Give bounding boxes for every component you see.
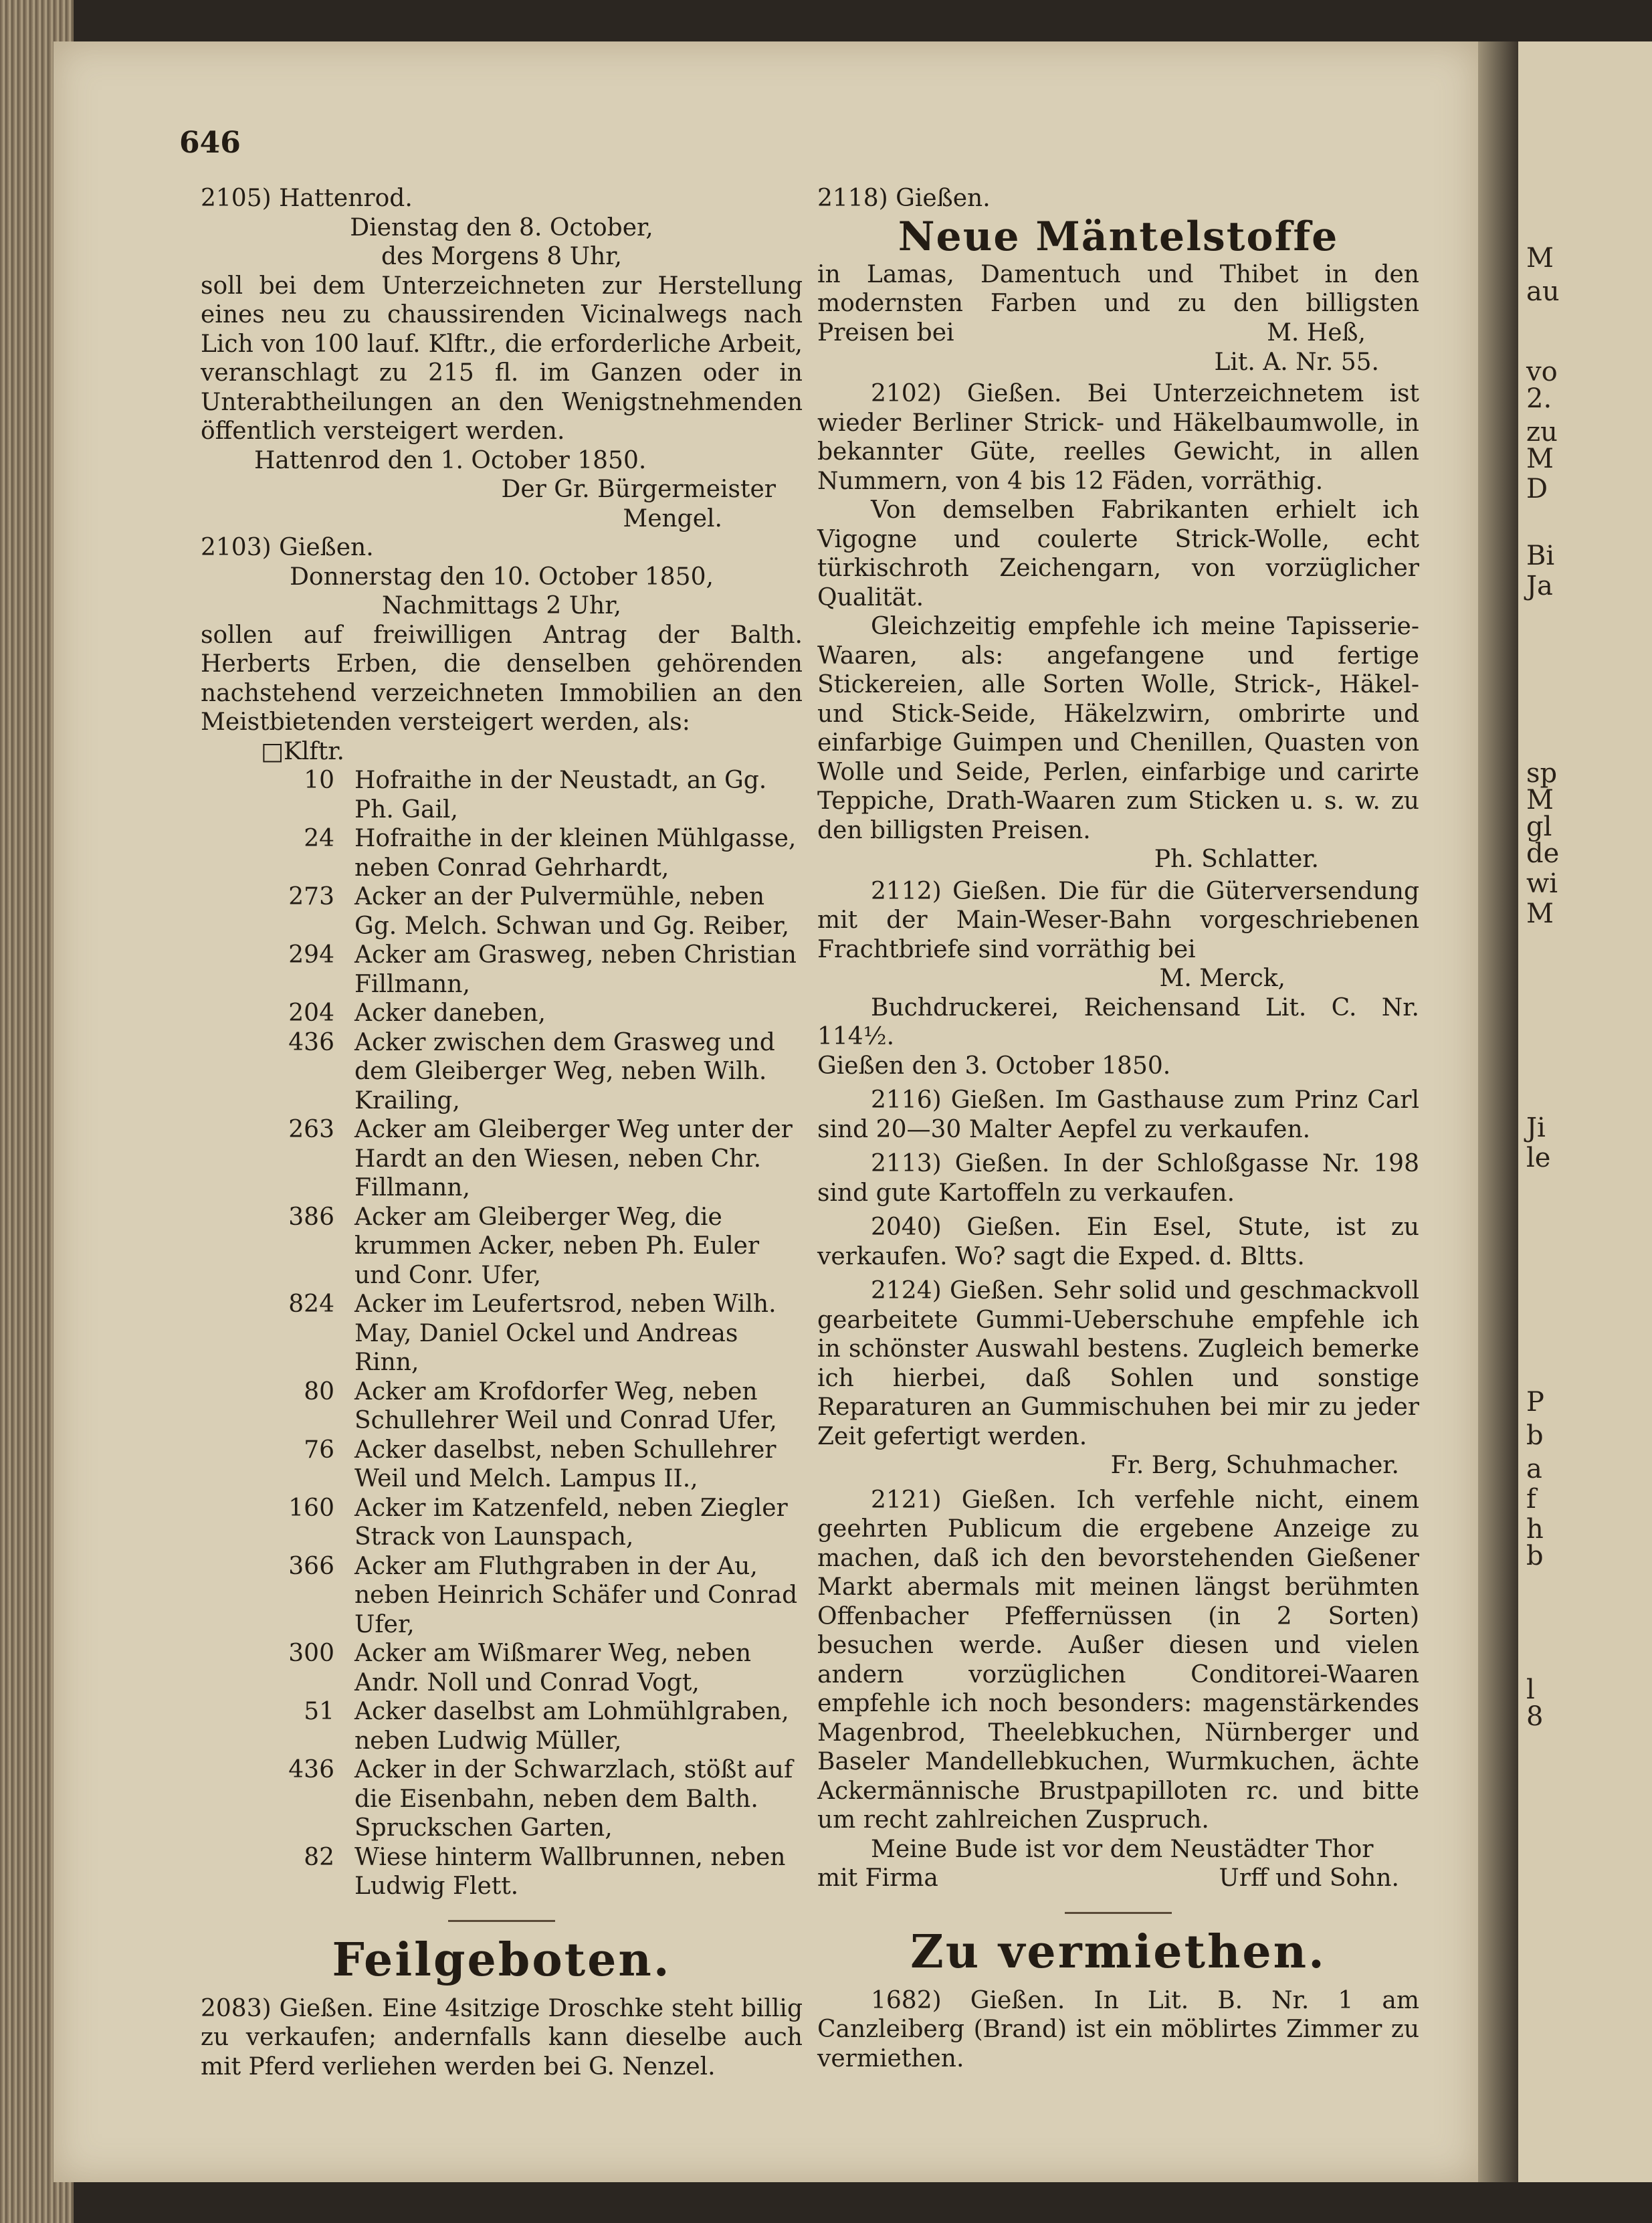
notice-address: Buchdruckerei, Reichensand Lit. C. Nr. 114½. [817, 993, 1419, 1050]
facing-page-text-fragment: au [1526, 276, 1560, 307]
property-list-item [201, 1494, 803, 1552]
right-column [817, 184, 1419, 2073]
notice-heading: 2103) Gießen. [201, 534, 374, 561]
property-area: 824 [288, 1290, 334, 1318]
property-list-item [201, 1436, 803, 1494]
notice-2124 [817, 1276, 1419, 1480]
notice-body: in Lamas, Damentuch und Thibet in den modernsten Farben und zu den billigsten Preisen bei [817, 260, 1419, 347]
notice-time-line: Nachmittags 2 Uhr, [382, 592, 621, 619]
facing-page-text-fragment: le [1526, 1143, 1551, 1173]
notice-body: 2112) Gießen. Die für die Güterversendung mit der Main-Weser-Bahn vorgeschriebenen Frachtbriefe sind vorräthig bei [817, 877, 1419, 963]
notice-paragraph: Von demselben Fabrikanten erhielt ich Vigogne und coulerte Strick-Wolle, echt türkischroth Zeichengarn, von vorzüglicher Qualität. [817, 496, 1419, 611]
property-area: 160 [288, 1494, 334, 1522]
property-list-item [201, 1377, 803, 1436]
notice-body: 2124) Gießen. Sehr solid und geschmackvoll gearbeitete Gummi-Ueberschuhe empfehle ich in schönster Auswahl bestens. Zugleich bemerke ich hierbei, daß Sohlen und sonstige Reparaturen an Gummischuhen bei mir zu jeder Zeit gefertigt werden. [817, 1277, 1419, 1450]
facing-page-text-fragment: M [1526, 785, 1554, 815]
property-description: Acker am Gleiberger Weg unter der Hardt an den Wiesen, neben Chr. Fillmann, [354, 1116, 793, 1201]
area-unit-label: □Klftr. [261, 737, 344, 765]
notice-place-date: Hattenrod den 1. October 1850. [254, 446, 647, 474]
property-list-item [201, 1755, 803, 1843]
property-description: Acker daselbst am Lohmühlgraben, neben Ludwig Müller, [354, 1698, 789, 1755]
facing-page-text-fragment: 8 [1526, 1701, 1544, 1732]
facing-page-text-fragment: vo [1526, 357, 1558, 387]
section-heading-zu-vermiethen: Zu vermiethen. [910, 1925, 1326, 1979]
facing-page-text-fragment: M [1526, 898, 1554, 929]
property-description: Acker im Leufertsrod, neben Wilh. May, Daniel Ockel und Andreas Rinn, [354, 1290, 777, 1376]
facing-page-text-fragment: gl [1526, 811, 1552, 842]
page-number: 646 [179, 126, 241, 160]
notice-paragraph: Meine Bude ist vor dem Neustädter Thor [871, 1835, 1374, 1863]
property-list-item [201, 1639, 803, 1697]
facing-page-text-fragment: b [1526, 1420, 1544, 1451]
property-area: 76 [304, 1436, 334, 1464]
facing-page-text-fragment: D [1526, 474, 1548, 504]
property-list-item [201, 1290, 803, 1377]
notice-2121 [817, 1486, 1419, 1893]
property-description: Hofraithe in der Neustadt, an Gg. Ph. Gail, [354, 767, 767, 824]
notice-2118 [817, 184, 1419, 377]
notice-2112 [817, 877, 1419, 1081]
notice-2113: 2113) Gießen. In der Schloßgasse Nr. 198 sind gute Kartoffeln zu verkaufen. [817, 1150, 1419, 1207]
facing-page-text-fragment: wi [1526, 868, 1558, 899]
facing-page-text-fragment: P [1526, 1387, 1544, 1418]
section-divider [1065, 1912, 1172, 1914]
property-list-item [201, 1115, 803, 1203]
property-area: 436 [288, 1028, 334, 1056]
notice-signature: Fr. Berg, Schuhmacher. [1110, 1452, 1399, 1479]
notice-2040: 2040) Gießen. Ein Esel, Stute, ist zu verkaufen. Wo? sagt die Exped. d. Bltts. [817, 1214, 1419, 1270]
facing-page-text-fragment: f [1526, 1484, 1536, 1515]
property-list-item [201, 1203, 803, 1290]
notice-2105 [201, 184, 803, 533]
notice-body: soll bei dem Unterzeichneten zur Herstellung eines neu zu chaussirenden Vicinalwegs nach Lich von 100 lauf. Klftr., die erforderliche Arbeit, veranschlagt zu 215 fl. im Ganzen oder in Unterabtheilungen an den Wenigstnehmenden öffentlich versteigert werden. [201, 272, 803, 445]
property-description: Acker am Wißmarer Weg, neben Andr. Noll und Conrad Vogt, [354, 1640, 751, 1697]
facing-page-text-fragment: de [1526, 838, 1560, 869]
property-description: Hofraithe in der kleinen Mühlgasse, neben Conrad Gehrhardt, [354, 825, 797, 882]
facing-page-text-fragment: Ja [1526, 571, 1553, 601]
facing-page-text-fragment: Bi [1526, 541, 1555, 571]
notice-date-line: Dienstag den 8. October, [350, 213, 653, 241]
notice-1682: 1682) Gießen. In Lit. B. Nr. 1 am Canzleiberg (Brand) ist ein möblirtes Zimmer zu vermiethen. [817, 1986, 1419, 2072]
notice-heading: 2118) Gießen. [817, 185, 991, 212]
property-description: Acker am Grasweg, neben Christian Fillmann, [354, 941, 797, 998]
notice-signature-name: Mengel. [623, 504, 722, 533]
notice-time-line: des Morgens 8 Uhr, [381, 243, 623, 270]
facing-page-text-fragment: a [1526, 1454, 1542, 1484]
property-list-item [201, 1028, 803, 1116]
book-gutter [1478, 41, 1518, 2182]
section-divider [448, 1920, 555, 1922]
property-list-item [201, 1843, 803, 1901]
property-description: Acker zwischen dem Grasweg und dem Gleiberger Weg, neben Wilh. Krailing, [354, 1028, 775, 1115]
property-description: Acker an der Pulvermühle, neben Gg. Melch. Schwan und Gg. Reiber, [354, 883, 790, 940]
section-heading-feilgeboten: Feilgeboten. [332, 1933, 672, 1987]
property-area: 263 [288, 1116, 334, 1143]
notice-signature: Ph. Schlatter. [1154, 846, 1319, 873]
firm-label: mit Firma [817, 1864, 938, 1892]
property-area: 24 [304, 825, 334, 852]
facing-page-text-fragment: M [1526, 243, 1554, 274]
notice-2103 [201, 533, 803, 1901]
notice-place-date: Gießen den 3. October 1850. [817, 1052, 1171, 1080]
notice-2116: 2116) Gießen. Im Gasthause zum Prinz Carl sind 20—30 Malter Aepfel zu verkaufen. [817, 1086, 1419, 1143]
notice-2083: 2083) Gießen. Eine 4sitzige Droschke steht billig zu verkaufen; andernfalls kann dieselbe auch mit Pferd verliehen werden bei G. Nenzel. [201, 1994, 803, 2081]
property-list-item [201, 766, 803, 824]
property-area: 80 [304, 1377, 334, 1406]
notice-firm-line [817, 1864, 1419, 1893]
notice-heading: 2105) Hattenrod. [201, 185, 413, 212]
property-area: 82 [304, 1843, 334, 1871]
facing-page-text-fragment: M [1526, 444, 1554, 474]
property-list [201, 766, 803, 1901]
property-description: Acker daselbst, neben Schullehrer Weil und Melch. Lampus II., [354, 1436, 777, 1492]
property-area: 273 [288, 883, 334, 910]
property-list-item [201, 1697, 803, 1755]
notice-2102 [817, 379, 1419, 874]
notice-signature: M. Merck, [1159, 965, 1285, 992]
facing-page-text-fragment: l [1526, 1674, 1535, 1705]
property-area: 51 [304, 1698, 334, 1725]
notice-body: sollen auf freiwilligen Antrag der Balth. Herberts Erben, die denselben gehörenden nachstehend verzeichneten Immobilien an den Meistbietenden versteigert werden, als: [201, 621, 803, 736]
property-list-item [201, 1552, 803, 1640]
notice-body: 2102) Gießen. Bei Unterzeichnetem ist wieder Berliner Strick- und Häkelbaumwolle, in bekannter Güte, reelles Gewicht, in allen Nummern, von 4 bis 12 Fäden, vorräthig. [817, 380, 1419, 495]
property-description: Acker am Krofdorfer Weg, neben Schullehrer Weil und Conrad Ufer, [354, 1377, 777, 1434]
property-description: Wiese hinterm Wallbrunnen, neben Ludwig Flett. [354, 1843, 786, 1900]
property-description: Acker am Gleiberger Weg, die krummen Acker, neben Ph. Euler und Conr. Ufer, [354, 1203, 760, 1289]
property-description: Acker in der Schwarzlach, stößt auf die Eisenbahn, neben dem Balth. Spruckschen Garten, [354, 1756, 793, 1842]
facing-page-text-fragment: 2. [1526, 383, 1552, 414]
property-area: 204 [288, 999, 334, 1027]
notice-signature-title: Der Gr. Bürgermeister [501, 476, 776, 503]
notice-address: Lit. A. Nr. 55. [1214, 348, 1379, 376]
property-area: 366 [288, 1552, 334, 1580]
display-headline: Neue Mäntelstoffe [898, 213, 1339, 260]
property-list-item [201, 882, 803, 941]
property-description: Acker am Fluthgraben in der Au, neben Heinrich Schäfer und Conrad Ufer, [354, 1552, 798, 1638]
notice-signature: Urff und Sohn. [1219, 1864, 1399, 1892]
facing-page-text-fragment: zu [1526, 417, 1558, 448]
notice-body: 2121) Gießen. Ich verfehle nicht, einem geehrten Publicum die ergebene Anzeige zu machen, daß ich den bevorstehenden Gießener Markt abermals mit meinen längst berühmten Offenbacher Pfeffernüssen (in 2 Sorten) besuchen werde. Außer diesen und vielen andern vorzüglichen Conditorei-Waaren empfehle ich noch besonders: magenstärkendes Magenbrod, Theelebkuchen, Nürnberger und Baseler Mandellebkuchen, Wurmkuchen, ächte Ackermännische Brustpapilloten rc. und bitte um recht zahlreichen Zuspruch. [817, 1486, 1419, 1834]
facing-page-text-fragment: Ji [1526, 1113, 1546, 1143]
facing-page-text-fragment: h [1526, 1514, 1544, 1545]
facing-page-text-fragment: b [1526, 1541, 1544, 1571]
left-column [201, 184, 803, 2081]
property-area: 436 [288, 1756, 334, 1783]
notice-date-line: Donnerstag den 10. October 1850, [290, 563, 714, 591]
property-list-item [201, 999, 803, 1028]
facing-page-text-fragment: sp [1526, 758, 1558, 789]
notice-paragraph: Gleichzeitig empfehle ich meine Tapisserie-Waaren, als: angefangene und fertige Stickereien, alle Sorten Wolle, Strick-, Häkel- und Stick-Seide, Häkelzwirn, ombrirte und einfarbige Guimpen und Chenillen, Quasten von Wolle und Seide, Perlen, einfarbige und carirte Teppiche, Drath-Waaren zum Sticken u. s. w. zu den billigsten Preisen. [817, 613, 1419, 844]
property-description: Acker daneben, [354, 999, 546, 1027]
property-list-item [201, 941, 803, 999]
property-area: 386 [288, 1203, 334, 1231]
facing-page-edge [1518, 41, 1652, 2182]
property-area: 10 [304, 767, 334, 794]
property-area: 294 [288, 941, 334, 969]
property-description: Acker im Katzenfeld, neben Ziegler Strack von Launspach, [354, 1494, 788, 1551]
property-list-item [201, 824, 803, 882]
property-area: 300 [288, 1640, 334, 1667]
notice-signature: M. Heß, [1267, 319, 1366, 347]
